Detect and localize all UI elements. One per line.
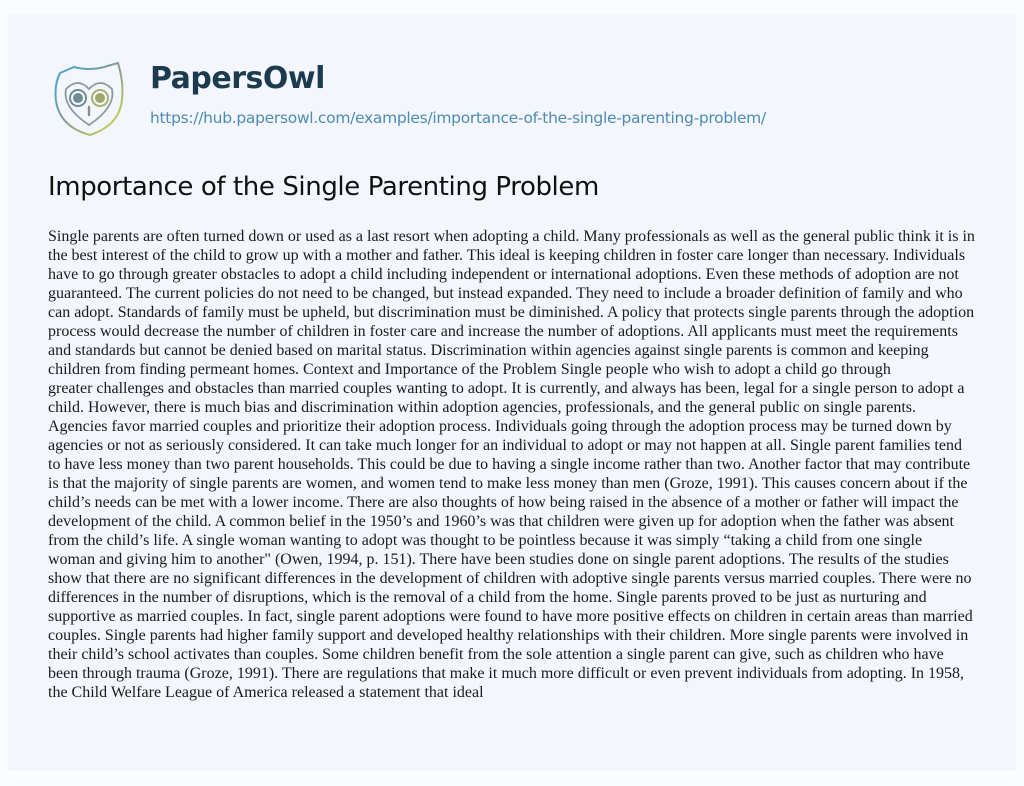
body-line: couples. Single parents had higher family support and developed healthy relationships with their children. More single parents were involved in [48,627,969,644]
body-line: greater challenges and obstacles than married couples wanting to adopt. It is currently, and always has been, legal for a single person to adopt a [48,380,965,397]
body-line: supportive as married couples. In fact, single parent adoptions were found to have more positive effects on children in certain areas than married [48,608,973,625]
body-line: development of the child. A common belief in the 1950’s and 1960’s was that children were given up for adoption when the father was absent [48,513,954,530]
body-line: show that there are no significant differences in the development of children with adoptive single parents versus married couples. There were no [48,570,972,587]
body-line: differences in the number of disruptions, which is the removal of a child from the home. Single parents proved to be just as nurturing and [48,589,927,606]
body-line: and standards but cannot be denied based on marital status. Discrimination within agencies against single parents is common and keeping [48,342,929,359]
body-line: the Child Welfare League of America released a statement that ideal [48,684,484,701]
body-line: child. However, there is much bias and discrimination within adoption agencies, professionals, and the general public on single parents. [48,399,917,416]
body-line: child’s needs can be met with a lower income. There are also thoughts of how being raised in the absence of a mother or father will impact the [48,494,959,511]
body-line: the best interest of the child to grow up with a mother and father. This ideal is keeping children in foster care longer than necessary. Individuals [48,247,966,264]
body-line: Agencies favor married couples and prioritize their adoption process. Individuals going through the adoption process may be turned down by [48,418,952,435]
body-line: Single parents are often turned down or used as a last resort when adopting a child. Many professionals as well as the general public think it is in [48,228,975,245]
article-body [48,227,990,702]
site-header [44,55,766,145]
body-line: process would decrease the number of children in foster care and increase the number of adoptions. All applicants must meet the requirements [48,323,958,340]
brand-name: PapersOwl [150,61,325,96]
body-line: to have less money than two parent households. This could be due to having a single income rather than two. Another factor that may contribute [48,456,971,473]
body-line: children from finding permeant homes. Context and Importance of the Problem Single people who wish to adopt a child go through [48,361,891,378]
brand-block [150,61,766,127]
body-line: agencies or not as seriously considered. It can take much longer for an individual to adopt or may not happen at all. Single parent families tend [48,437,962,454]
owl-logo-icon [44,55,134,145]
source-url-link[interactable]: https://hub.papersowl.com/examples/importance-of-the-single-parenting-problem/ [150,109,766,127]
body-line: is that the majority of single parents are women, and women tend to make less money than men (Groze, 1991). This causes concern about if the [48,475,968,492]
body-line: from the child’s life. A single woman wanting to adopt was thought to be pointless because it was simply “taking a child from one single [48,532,923,549]
body-line: guaranteed. The current policies do not need to be changed, but instead expanded. They need to include a broader definition of family and who [48,285,963,302]
body-line: their child’s school activates than couples. Some children benefit from the sole attention a single parent can give, such as children who have [48,646,944,663]
body-line: woman and giving him to another" (Owen, 1994, p. 151). There have been studies done on single parent adoptions. The results of the studies [48,551,949,568]
body-line: been through trauma (Groze, 1991). There are regulations that make it much more difficult or even prevent individuals from adopting. In 1958, [48,665,965,682]
page-card [8,14,1016,771]
body-line: can adopt. Standards of family must be upheld, but discrimination must be diminished. A policy that protects single parents through the adoption [48,304,975,321]
page-title: Importance of the Single Parenting Problem [48,172,599,202]
body-line: have to go through greater obstacles to adopt a child including independent or international adoptions. Even these methods of adoption are not [48,266,959,283]
